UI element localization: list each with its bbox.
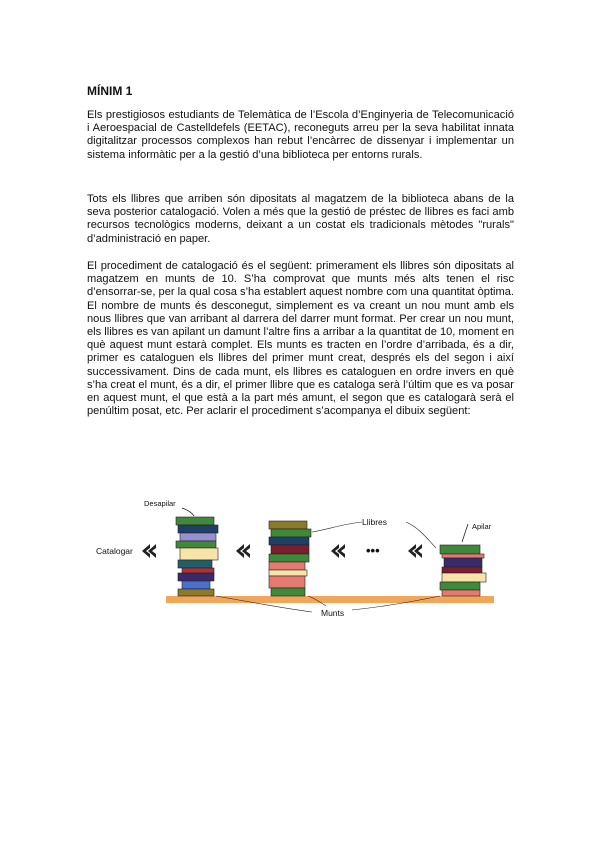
book-stack-last (440, 545, 486, 596)
paragraph-storage: Tots els llibres que arriben són dipositats al magatzem de la biblioteca abans de la seva posterior catalogació. Volen a més que la gestió de préstec de llibres es faci amb recursos tecnològics moderns, deixant a un costat els tradicionals mètodes "rurals" d’administració en paper. (87, 193, 514, 245)
shelf (166, 596, 494, 603)
label-munts: Munts (321, 608, 345, 618)
llibres-pointer-right (406, 522, 436, 548)
book-stacks-diagram (80, 490, 520, 630)
ellipsis-dots: ••• (366, 543, 380, 558)
paragraph-procedure: El procediment de catalogació és el següent: primerament els llibres són dipositats al magatzem en munts de 10. S’ha comprovat que munts més alts tenen el risc d’ensorrar-se, per la qual cosa s’ha establert aquest nombre com una quantitat òptima. El nombre de munts és desconegut, simplement es va creant un nou munt amb els nous llibres que van arribant al darrera del darrer munt format. Per crear un nou munt, els llibres es van apilant un damunt l’altre fins a arribar a la quantitat de 10, moment en què aquest munt estarà complet. Els munts es tracten en l’ordre d’arribada, és a dir, primer es cataloguen els llibres del primer munt creat, després els del segon i així successivament. Dins de cada munt, els llibres es cataloguen en ordre invers en què s’ha creat el munt, és a dir, el primer llibre que es cataloga serà l’últim que es va posar en aquest munt, el que està a la part més amunt, el segon que es catalogarà serà el penúltim posat, etc. Per aclarir el procediment s’acompanya el dibuix següent: (87, 260, 514, 418)
book-stack-middle (269, 521, 311, 596)
label-apilar: Apilar (472, 522, 492, 531)
book-stack-first (176, 517, 218, 596)
label-catalogar: Catalogar (96, 546, 133, 556)
document-title: MÍNIM 1 (87, 84, 133, 98)
apilar-arrow (462, 524, 468, 542)
chevron-icon (236, 544, 250, 558)
paragraph-intro: Els prestigiosos estudiants de Telemàtica de l’Escola d’Enginyeria de Telecomunicació i Aeroespacial de Castelldefels (EETAC), reconeguts arreu per la seva habilitat innata digitalitzar processos complexos han rebut l’encàrrec de dissenyar i implementar un sistema informàtic per a la gestió d’una biblioteca per entorns rurals. (87, 109, 514, 161)
label-desapilar: Desapilar (144, 499, 176, 508)
desapilar-arrow (182, 508, 194, 516)
llibres-pointer-left (312, 522, 362, 532)
chevron-icon (408, 544, 422, 558)
label-llibres: Llibres (362, 517, 388, 527)
chevron-icon (331, 544, 345, 558)
chevron-icon (142, 544, 156, 558)
